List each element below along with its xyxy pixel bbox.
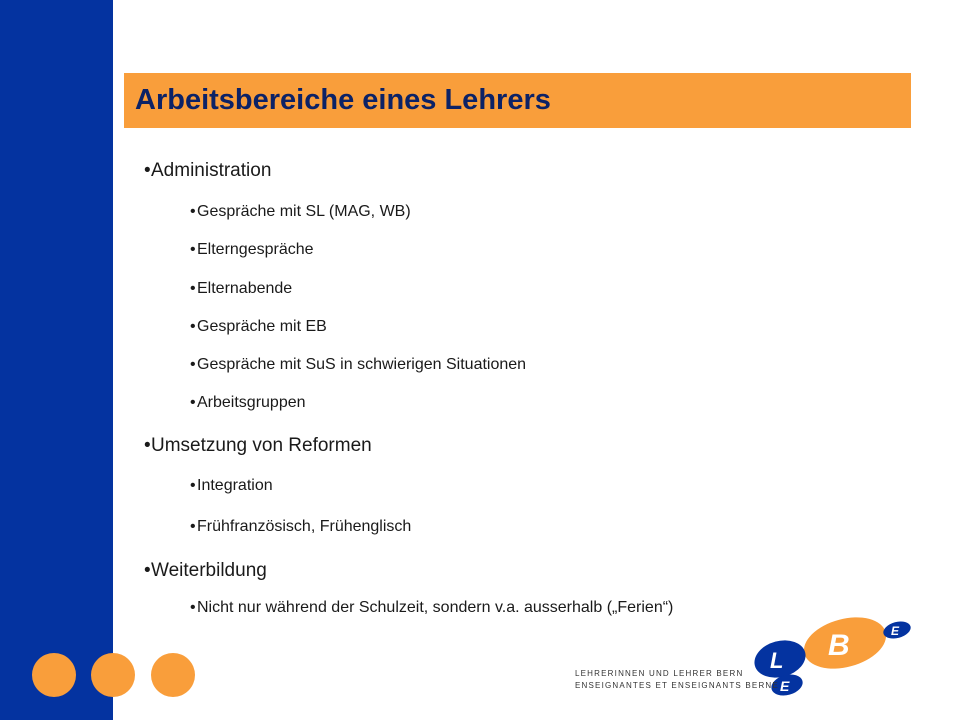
sub-bullet-item: •Integration	[190, 477, 273, 494]
logo-e-letter-top: E	[891, 624, 900, 638]
sub-bullet-item: •Frühfranzösisch, Frühenglisch	[190, 518, 412, 535]
logo-text-line2: ENSEIGNANTES ET ENSEIGNANTS BERNE	[575, 681, 779, 690]
sub-bullet-item: •Gespräche mit EB	[190, 318, 327, 335]
sub-bullet-item: •Elterngespräche	[190, 241, 314, 258]
orange-dot	[32, 653, 76, 697]
sub-bullet-item: •Gespräche mit SuS in schwierigen Situationen	[190, 356, 527, 373]
orange-dot	[91, 653, 135, 697]
sub-bullet-item: •Gespräche mit SL (MAG, WB)	[190, 203, 411, 220]
slide-title: Arbeitsbereiche eines Lehrers	[135, 84, 551, 116]
bullet-item: •Umsetzung von Reformen	[144, 435, 372, 456]
lebe-logo	[575, 615, 920, 700]
sidebar-band	[0, 0, 113, 720]
title-bar	[124, 73, 911, 128]
sub-bullet-item: •Elternabende	[190, 280, 293, 297]
sub-bullet-item: •Nicht nur während der Schulzeit, sondern v.a. ausserhalb („Ferien“)	[190, 599, 674, 616]
logo-text-line1: LEHRERINNEN UND LEHRER BERN	[575, 669, 744, 678]
logo-l-letter: L	[770, 648, 784, 673]
orange-dot	[151, 653, 195, 697]
bullet-item: •Weiterbildung	[144, 560, 267, 581]
logo-b-letter: B	[828, 629, 850, 662]
sub-bullet-item: •Arbeitsgruppen	[190, 394, 306, 411]
logo-e-letter-small: E	[780, 678, 790, 694]
bullet-item: •Administration	[144, 160, 272, 181]
